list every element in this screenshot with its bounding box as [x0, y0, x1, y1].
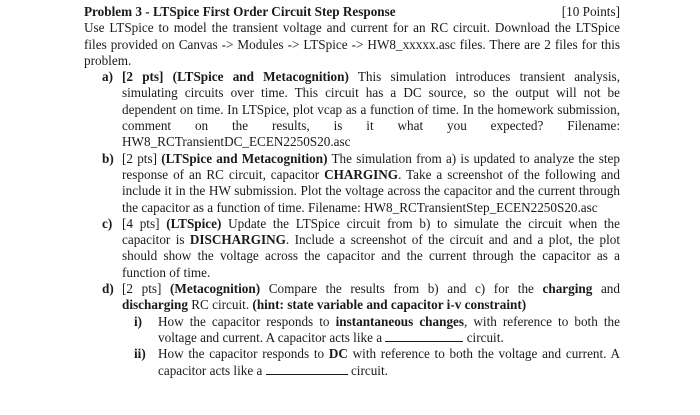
part-d-body-3: RC circuit.: [187, 297, 253, 313]
part-d-charging: charging: [542, 281, 593, 297]
part-c-points: [4 pts]: [122, 215, 160, 231]
part-d-ii-text-2: with reference to both the voltage and current. A capacitor acts like a: [158, 346, 620, 378]
part-b-body-1: The simulation from a) is updated to analyze the step response of an RC circuit, capacitor: [122, 150, 620, 182]
part-d-body-2: and: [592, 281, 620, 297]
part-d-discharging: discharging: [122, 297, 188, 313]
part-d-ii-text-3: circuit.: [347, 362, 388, 378]
part-c-tag: (LTSpice): [166, 215, 222, 231]
problem-text: [84, 4, 620, 379]
part-b-charging: CHARGING: [324, 166, 399, 182]
part-b-points: [2 pts]: [122, 150, 157, 166]
part-d-ii-bold: DC: [328, 346, 348, 362]
part-d-body-1: Compare the results from b) and c) for the: [260, 281, 543, 297]
problem-intro: Use LTSpice to model the transient voltage and current for an RC circuit. Download the LTSpice files provided on Canvas -> Modules -> LTSpice -> HW8_xxxxx.asc files. There are 2 files for this problem.: [84, 20, 620, 68]
part-c-label: c): [102, 215, 113, 231]
part-d-i-bold: instantaneous changes: [335, 313, 465, 329]
part-c-body-1: Update the LTSpice circuit from b) to simulate the circuit when the capacitor is: [122, 215, 620, 248]
answer-blank-i[interactable]: [385, 330, 463, 342]
part-a-tag: (LTSpice and Metacognition): [172, 69, 349, 85]
part-d-hint: (hint: state variable and capacitor i-v constraint): [252, 297, 527, 313]
part-a: [84, 69, 620, 150]
part-d-ii-label: ii): [134, 346, 146, 362]
part-b-tag: (LTSpice and Metacognition): [161, 150, 328, 166]
problem-title: Problem 3 - LTSpice First Order Circuit Step Response: [84, 4, 396, 19]
part-d: [84, 281, 620, 314]
part-c: [84, 216, 620, 281]
part-b-label: b): [102, 150, 114, 166]
answer-blank-ii[interactable]: [266, 363, 348, 375]
problem-header: [84, 4, 620, 20]
part-d-i-label: i): [134, 313, 143, 329]
part-d-points: [2 pts]: [122, 281, 162, 297]
part-a-label: a): [102, 69, 113, 85]
part-d-i-text-2: , with reference to both the voltage and current. A capacitor acts like a: [158, 313, 620, 345]
part-b-body-2: . Take a screenshot of the following and include it in the HW submission. Plot the voltage across the capacitor and the current through the capacitor as a function of time. Filename: HW8_RCTransientStep_ECEN2250S20.asc: [122, 166, 620, 215]
part-d-label: d): [102, 281, 114, 297]
part-d-ii: [84, 346, 620, 379]
part-a-body: This simulation introduces transient analysis, simulating circuits over time. This circuit has a DC source, so the output will not be dependent on time. In LTSpice, plot vcap as a function of time. In the homework submission, comment on the results, is it what you expected? Filename: HW8_RCTransientDC_ECEN2250S20.asc: [122, 69, 620, 150]
problem-points: [10 Points]: [561, 4, 620, 19]
part-c-discharging: DISCHARGING: [189, 232, 286, 248]
part-d-i: [84, 314, 620, 347]
part-d-i-text-1: How the capacitor responds to: [158, 313, 336, 329]
part-d-i-text-3: circuit.: [463, 329, 504, 345]
part-c-body-2: . Include a screenshot of the circuit and and a plot, the plot should show the voltage across the capacitor and the current through the capacitor as a function of time.: [122, 232, 620, 280]
part-b: [84, 151, 620, 216]
part-a-points: [2 pts]: [122, 69, 164, 85]
part-d-tag: (Metacognition): [170, 281, 261, 297]
part-d-ii-text-1: How the capacitor responds to: [158, 346, 329, 362]
